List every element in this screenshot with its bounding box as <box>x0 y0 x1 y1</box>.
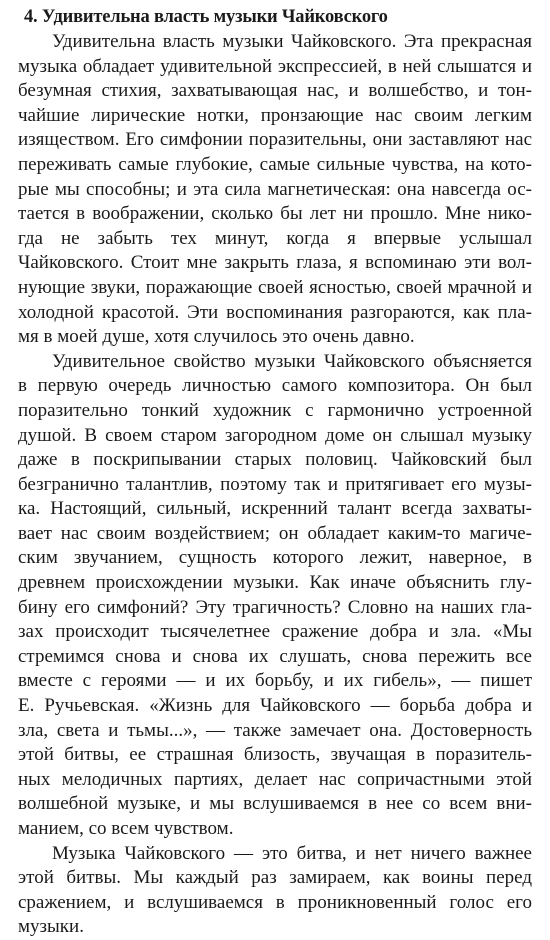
text-line: Чайковского. Стоит мне закрыть глаза, я вспоминаю эти вол- <box>18 252 532 274</box>
text-line: волшебной музыке, и мы вслушиваемся в нее со всем вни- <box>18 793 532 815</box>
text-line: ским звучанием, сущность которого лежит, наверное, в <box>18 547 532 569</box>
text-line: древнем происхождении музыки. Как иначе объяснить глу- <box>18 572 532 594</box>
text-line: Удивительное свойство музыки Чайковского объясняется <box>52 350 532 372</box>
text-line: чайшие лирические нотки, пронзающие нас своим легким <box>18 104 532 126</box>
text-line: этой битвы. Мы каждый раз замираем, как воины перед <box>18 867 532 889</box>
text-line: тается в воображении, сколько бы лет ни прошло. Мне нико- <box>18 203 532 225</box>
document-page <box>18 4 532 940</box>
text-line: Музыка Чайковского — это битва, и нет ничего важнее <box>52 842 532 864</box>
text-line: даже в поскрипывании старых половиц. Чайковский был <box>18 449 532 471</box>
text-line: ка. Настоящий, сильный, искренний талант всегда захваты- <box>18 498 532 520</box>
text-line: сражением, и вслушиваемся в проникновенный голос его <box>18 891 532 913</box>
paragraph-1 <box>18 30 532 350</box>
text-line: музыка обладает удивительной экспрессией, в ней слышатся и <box>18 55 532 77</box>
text-line: рые мы способны; и эта сила магнетическая: она навсегда ос- <box>18 178 532 200</box>
text-line: мя в моей душе, хотя случилось это очень давно. <box>18 326 415 348</box>
text-line: в первую очередь личностью самого композитора. Он был <box>18 375 532 397</box>
text-line: музыки. <box>18 916 84 938</box>
text-line: этой битвы, ее страшная близость, звучащая в поразитель- <box>18 744 532 766</box>
section-heading: 4. Удивительна власть музыки Чайковского <box>24 7 388 27</box>
text-line: стремимся снова и снова их слушать, снова пережить все <box>18 645 532 667</box>
text-line: холодной красотой. Эти воспоминания разгораются, как пла- <box>18 301 532 323</box>
text-line: зла, света и тьмы...», — также замечает она. Достоверность <box>18 719 532 741</box>
text-line: вместе с героями — и их борьбу, и их гибель», — пишет <box>18 670 532 692</box>
text-line: ных мелодичных партиях, делает нас сопричастными этой <box>18 768 532 790</box>
text-line: поразительно тонкий художник с гармонично устроенной <box>18 399 532 421</box>
text-line: безумная стихия, захватывающая нас, и волшебство, и тон- <box>18 80 532 102</box>
text-line: переживать самые глубокие, самые сильные чувства, на кото- <box>18 153 532 175</box>
text-line: нующие звуки, поражающие своей ясностью, своей мрачной и <box>18 276 532 298</box>
paragraph-3 <box>18 842 532 940</box>
document-body <box>18 30 532 940</box>
text-line: Е. Ручьевская. «Жизнь для Чайковского — борьба добра и <box>18 695 532 717</box>
text-line: бину его симфоний? Эту трагичность? Словно на наших гла- <box>18 596 532 618</box>
paragraph-2 <box>18 350 532 842</box>
text-line: гда не забыть тех минут, когда я впервые услышал <box>18 227 532 249</box>
text-line: безгранично талантлив, поэтому так и притягивает его музы- <box>18 473 532 495</box>
text-line: вает нас своим воздействием; он обладает каким-то магиче- <box>18 522 532 544</box>
text-line: Удивительна власть музыки Чайковского. Эта прекрасная <box>52 31 532 52</box>
text-line: зах происходит тысячелетнее сражение добра и зла. «Мы <box>18 621 532 643</box>
text-line: изяществом. Его симфонии поразительны, они заставляют нас <box>18 129 532 151</box>
text-line: душой. В своем старом загородном доме он слышал музыку <box>18 424 532 446</box>
text-line: манием, со всем чувством. <box>18 818 234 839</box>
